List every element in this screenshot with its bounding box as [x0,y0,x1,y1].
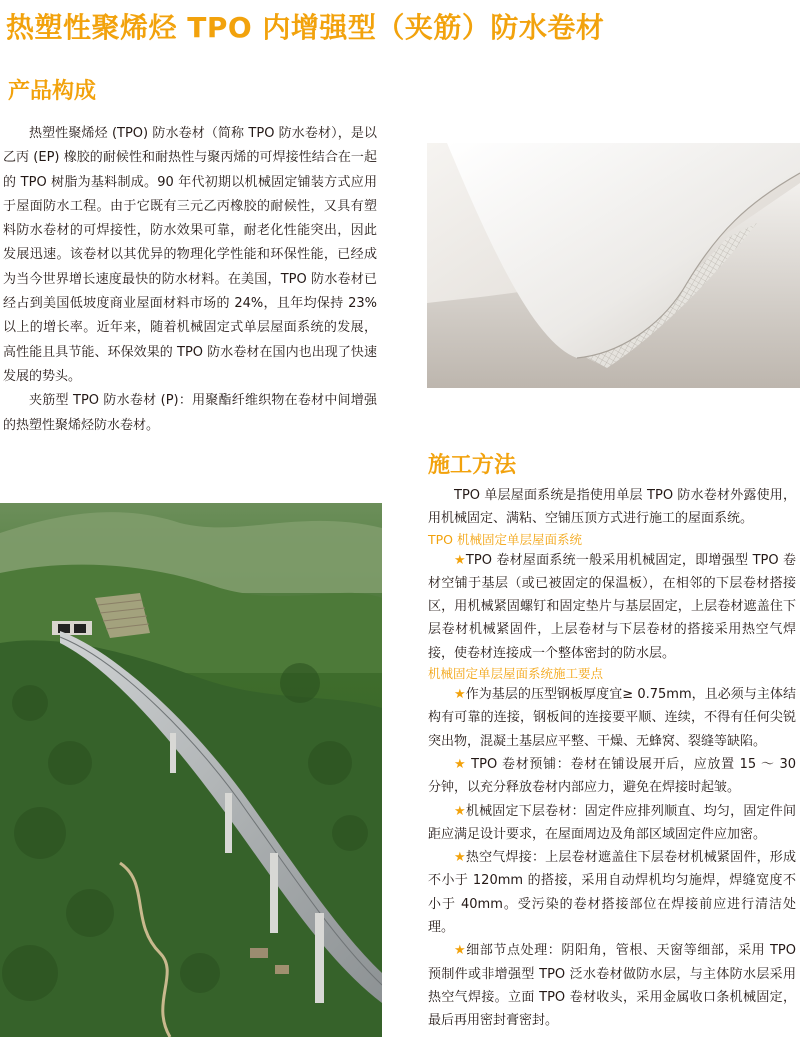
method-point [428,683,796,753]
tpo-membrane-photo [427,143,800,388]
method-paragraph [428,549,796,665]
star-icon: ★ [454,943,467,959]
method-heading: 施工方法 [428,452,517,478]
page-title: 热塑性聚烯烃 TPO 内增强型（夹筋）防水卷材 [6,11,605,44]
method-point-text: 细部节点处理：阴阳角，管根、天窗等细部，采用 TPO 预制件或非增强型 TPO 泛水卷材做防水层，与主体防水层采用热空气焊接。立面 TPO 卷材收头，采用金属收口条机械固定，最后再用密封膏密封。 [428,943,796,1029]
method-point-text: TPO 卷材预铺：卷材在铺设展开后，应放置 15 ～ 30 分钟，以充分释放卷材内部应力，避免在焊接时起皱。 [428,756,797,796]
composition-paragraph: 热塑性聚烯烃 (TPO) 防水卷材（简称 TPO 防水卷材），是以乙丙 (EP) 橡胶的耐候性和耐热性与聚丙烯的可焊接性结合在一起的 TPO 树脂为基料制成。90 年代初期以机械固定铺装方式应用于屋面防水工程。由于它既有三元乙丙橡胶的耐候性，又具有塑料防水卷材的可焊接性，防水效果可靠，耐老化性能突出，因此发展迅速。该卷材以其优异的物理化学性能和环保性能，已经成为当今世界增长速度最快的防水材料。在美国，TPO 防水卷材已经占到美国低坡度商业屋面材料市场的 24%，且年均保持 23%以上的增长率。近年来，随着机械固定式单层屋面系统的发展，高性能且具节能、环保效果的 TPO 防水卷材在国内也出现了快速发展的势头。 [3,126,377,384]
method-intro: TPO 单层屋面系统是指使用单层 TPO 防水卷材外露使用，用机械固定、满粘、空铺压顶方式进行施工的屋面系统。 [428,488,796,527]
composition-paragraph: 夹筋型 TPO 防水卷材 (P)：用聚酯纤维织物在卷材中间增强的热塑性聚烯烃防水卷材。 [3,393,377,433]
method-point-text: 机械固定下层卷材：固定件应排列顺直、均匀，固定件间距应满足设计要求，在屋面周边及角部区域固定件应加密。 [428,803,796,842]
method-paragraph-text: TPO 卷材屋面系统一般采用机械固定，即增强型 TPO 卷材空铺于基层（或已被固定的保温板），在相邻的下层卷材搭接区，用机械紧固螺钉和固定垫片与基层固定，上层卷材遮盖住下层卷材机械紧固件，上层卷材与下层卷材的搭接采用热空气焊接，使卷材连接成一个整体密封的防水层。 [428,552,796,661]
membrane-illustration [427,143,800,388]
star-icon: ★ [454,803,466,819]
star-icon: ★ [454,850,466,866]
method-text [428,484,796,1033]
bridge-illustration [0,503,382,1037]
method-subheading-1: TPO 机械固定单层屋面系统 [428,531,582,547]
star-icon: ★ [454,756,467,772]
method-point [428,846,796,939]
star-icon: ★ [454,552,466,568]
method-point-text: 作为基层的压型钢板厚度宜≥ 0.75mm，且必须与主体结构有可靠的连接，钢板间的连接要平顺、连续，不得有任何尖锐突出物，混凝土基层应平整、干燥、无蜂窝、裂缝等缺陷。 [428,687,796,749]
star-icon: ★ [454,687,466,703]
highway-bridge-photo [0,503,382,1037]
method-point [428,939,796,1032]
composition-heading: 产品构成 [8,78,97,104]
method-point [428,753,796,800]
method-point [428,800,796,847]
method-point-text: 热空气焊接：上层卷材遮盖住下层卷材机械紧固件，形成不小于 120mm 的搭接，采用自动焊机均匀施焊，焊缝宽度不小于 40mm。受污染的卷材搭接部位在焊接前应进行清洁处理。 [428,850,796,936]
composition-text [3,122,377,438]
method-subheading-2: 机械固定单层屋面系统施工要点 [428,666,604,682]
